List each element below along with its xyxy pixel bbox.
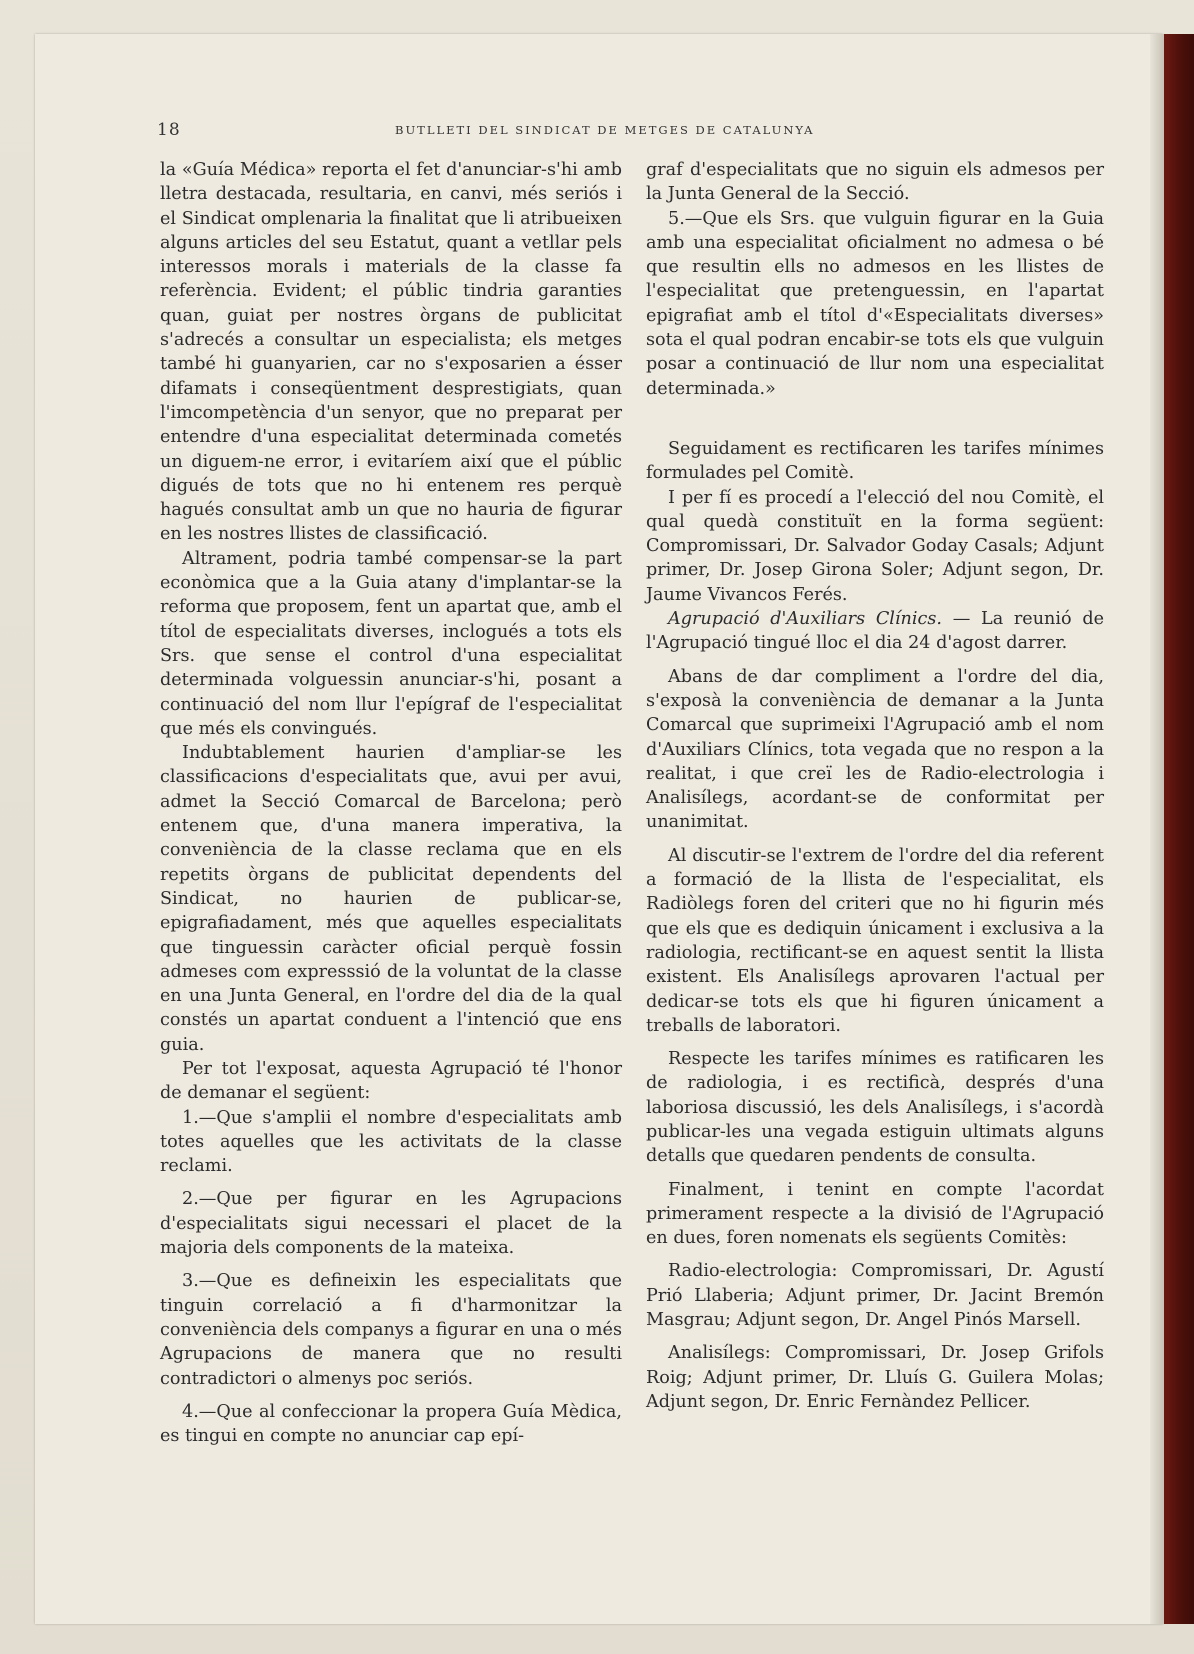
paragraph: Respecte les tarifes mínimes es ratificaren les de radiologia, i es rectificà, després d'una laboriosa discussió, les dels Analisílegs, i s'acordà publicar-les una vegada estiguin ultimats alguns detalls que quedaren pendents de consulta. xyxy=(646,1049,1104,1167)
section-paragraph xyxy=(646,607,1104,656)
paragraph: Al discutir-se l'extrem de l'ordre del dia referent a formació de la llista de l'especialitat, els Radiòlegs foren del criteri que no hi figurin més que els que es dediquin únicament i exclusiva a la radiologia, rectificant-se en aquest sentit la llista existent. Els Analisílegs aprovaren l'actual per dedicar-se tots els que hi figuren únicament a treballs de laboratori. xyxy=(646,845,1104,1036)
paragraph: I per fí es procedí a l'elecció del nou Comitè, el qual quedà constituït en la forma següent: Compromissari, Dr. Salvador Goday Casals; Adjunt primer, Dr. Josep Girona Soler; Adjunt segon, Dr. Jaume Vivancos Ferés. xyxy=(646,487,1104,605)
section-text: — La reunió de l'Agrupació tingué lloc el dia 24 d'agost darrer. xyxy=(646,609,1104,654)
book-binding xyxy=(1164,34,1194,1624)
paragraph: Altrament, podria també compensar-se la part econòmica que a la Guia atany d'implantar-se la reforma que proposem, fent un apartat que, amb el títol de especialitats diverses, inclogués a tots els Srs. que sense el control d'una especialitat determinada volguessin anunciar-s'hi, posant a continuació del nom llur l'epígraf de l'especialitat que més els convingués. xyxy=(160,548,622,739)
running-head: BUTLLETI DEL SINDICAT DE METGES DE CATALUNYA xyxy=(395,123,815,137)
paragraph: la «Guía Médica» reporta el fet d'anunciar-s'hi amb lletra destacada, resultaria, en canvi, més seriós i el Sindicat omplenaria la finalitat que li atribueixen alguns articles del seu Estatut, quant a vetllar pels interessos morals i materials de la classe fa referència. Evident; el públic tindria garanties quan, guiat per nostres òrgans de publicitat s'adrecés a consultar un especialista; els metges també hi guanyarien, car no s'exposarien a ésser difamats i conseqüentment desprestigiats, quan l'imcompetència d'un senyor, que no preparat per entendre d'una especialitat determinada cometés un diguem-ne error, i evitaríem així que el públic digués de tots que no hi entenem res perquè hagués consultat amb un que no hauria de figurar en les nostres llistes de classificació. xyxy=(160,160,622,545)
list-item: 1.—Que s'amplii el nombre d'especialitats amb totes aquelles que les activitats de la classe reclami. xyxy=(160,1107,622,1177)
paragraph: Analisílegs: Compromissari, Dr. Josep Grifols Roig; Adjunt primer, Dr. Lluís G. Guilera Molas; Adjunt segon, Dr. Enric Fernàndez Pellicer. xyxy=(646,1343,1104,1412)
page-number: 18 xyxy=(157,120,181,140)
paragraph: graf d'especialitats que no siguin els admesos per la Junta General de la Secció. xyxy=(646,160,1104,205)
list-item: 5.—Que els Srs. que vulguin figurar en la Guia amb una especialitat oficialment no admesa o bé que resultin ells no admesos en les llistes de l'especialitat que pretenguessin, en l'apartat epigrafiat amb el títol d'«Especialitats diverses» sota el qual podran encabir-se tots els que vulguin posar a continuació de llur nom una especialitat determinada.» xyxy=(646,208,1104,399)
paragraph: Finalment, i tenint en compte l'acordat primerament respecte a la divisió de l'Agrupació en dues, foren nomenats els següents Comitès: xyxy=(646,1179,1104,1249)
right-column xyxy=(646,158,1104,1414)
paragraph: Seguidament es rectificaren les tarifes mínimes formulades pel Comitè. xyxy=(646,438,1104,484)
section-title: Agrupació d'Auxiliars Clínics. xyxy=(668,609,942,630)
page-edge xyxy=(1150,34,1164,1624)
paragraph: Indubtablement haurien d'ampliar-se les classificacions d'especialitats que, avui per avui, admet la Secció Comarcal de Barcelona; però entenem que, d'una manera imperativa, la conveniència de la classe reclama que en els repetits òrgans de publicitat dependents del Sindicat, no haurien de publicar-se, epigrafiadament, més que aquelles especialitats que tinguessin caràcter oficial perquè fossin admeses com expresssió de la voluntat de la classe en una Junta General, en l'ordre del dia de la qual constés un apartat conduent a l'intenció que ens guia. xyxy=(160,743,622,1055)
paragraph: Per tot l'exposat, aquesta Agrupació té l'honor de demanar el següent: xyxy=(160,1058,622,1104)
list-item: 2.—Que per figurar en les Agrupacions d'especialitats sigui necessari el placet de la majoria dels components de la mateixa. xyxy=(160,1189,622,1259)
paragraph: Radio-electrologia: Compromissari, Dr. Agustí Prió Llaberia; Adjunt primer, Dr. Jacint Bremón Masgrau; Adjunt segon, Dr. Angel Pinós Marsell. xyxy=(646,1261,1104,1331)
left-column xyxy=(160,158,622,1448)
list-item: 4.—Que al confeccionar la propera Guía Mèdica, es tingui en compte no anunciar cap epí- xyxy=(160,1401,622,1447)
page-header xyxy=(157,120,1057,140)
list-item: 3.—Que es defineixin les especialitats que tinguin correlació a fi d'harmonitzar la conveniència dels companys a figurar en una o més Agrupacions de manera que no resulti contradictori o almenys poc seriós. xyxy=(160,1271,622,1389)
paragraph: Abans de dar compliment a l'ordre del dia, s'exposà la conveniència de demanar a la Junta Comarcal que suprimeixi l'Agrupació amb el nom d'Auxiliars Clínics, tota vegada que no respon a la realitat, i que creï les de Radio-electrologia i Analisílegs, acordant-se de conformitat per unanimitat. xyxy=(646,666,1104,833)
